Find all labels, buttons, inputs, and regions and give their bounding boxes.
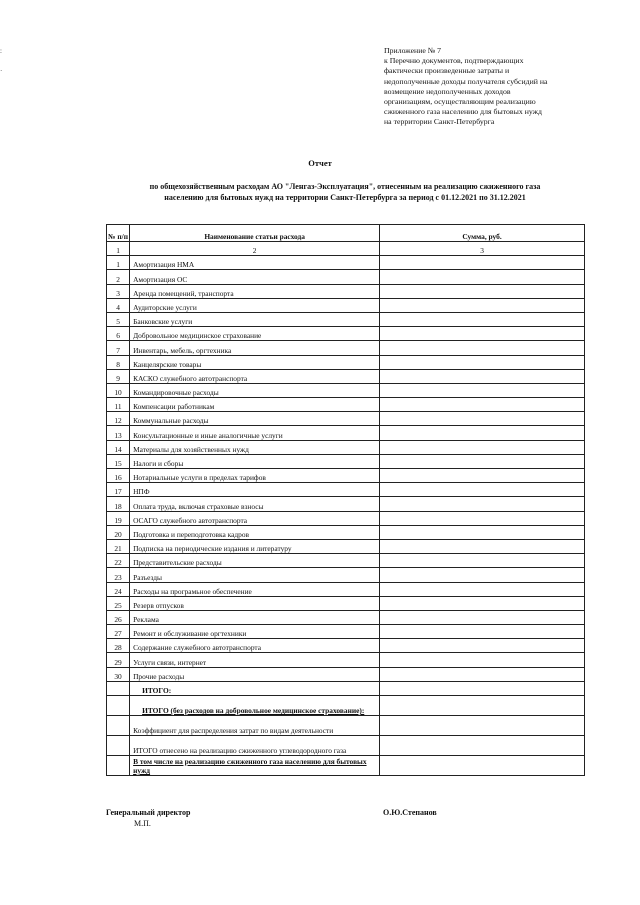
expense-item-sum: [380, 398, 585, 412]
expense-item-sum: [380, 639, 585, 653]
table-row: [107, 398, 585, 412]
total-label: ИТОГО:: [130, 681, 380, 695]
column-number: 1: [107, 242, 130, 256]
expense-item-sum: [380, 667, 585, 681]
total-sum: [380, 681, 585, 695]
column-number: 2: [130, 242, 380, 256]
row-number: 28: [107, 639, 130, 653]
table-row: [107, 539, 585, 553]
expense-item-sum: [380, 383, 585, 397]
expense-item-name: Коммунальные расходы: [130, 412, 380, 426]
expense-item-name: Резерв отпусков: [130, 596, 380, 610]
table-row: [107, 610, 585, 624]
expense-table: [106, 224, 585, 776]
expense-item-sum: [380, 270, 585, 284]
expense-item-sum: [380, 653, 585, 667]
row-number: 4: [107, 298, 130, 312]
expense-item-sum: [380, 554, 585, 568]
table-row: [107, 483, 585, 497]
expense-item-sum: [380, 497, 585, 511]
total-row: [107, 681, 585, 695]
table-row: [107, 341, 585, 355]
row-number: 27: [107, 625, 130, 639]
expense-item-sum: [380, 625, 585, 639]
expense-item-name: Услуги связи, интернет: [130, 653, 380, 667]
table-row: [107, 412, 585, 426]
expense-item-name: Налоги и сборы: [130, 454, 380, 468]
expense-item-sum: [380, 327, 585, 341]
expense-item-sum: [380, 298, 585, 312]
expense-item-name: Канцелярские товары: [130, 355, 380, 369]
expense-item-name: Содержание служебного автотранспорта: [130, 639, 380, 653]
expense-item-name: Прочие расходы: [130, 667, 380, 681]
table-row: [107, 454, 585, 468]
row-number: 11: [107, 398, 130, 412]
expense-item-name: Подготовка и переподготовка кадров: [130, 525, 380, 539]
table-row: [107, 625, 585, 639]
total-lpg-label: ИТОГО отнесено на реализацию сжиженного углеводородного газа: [130, 736, 380, 756]
total-without-dms-sum: [380, 696, 585, 716]
expense-item-name: Разъезды: [130, 568, 380, 582]
expense-item-name: Материалы для хозяйственных нужд: [130, 440, 380, 454]
expense-item-name: Нотариальные услуги в пределах тарифов: [130, 469, 380, 483]
table-row: [107, 653, 585, 667]
expense-item-name: ОСАГО служебного автотранспорта: [130, 511, 380, 525]
row-number: 7: [107, 341, 130, 355]
row-number: 16: [107, 469, 130, 483]
row-number: 1: [107, 256, 130, 270]
expense-item-sum: [380, 256, 585, 270]
expense-item-name: НПФ: [130, 483, 380, 497]
row-number: 14: [107, 440, 130, 454]
table-row: [107, 554, 585, 568]
row-number: 22: [107, 554, 130, 568]
table-row: [107, 298, 585, 312]
row-number: 3: [107, 284, 130, 298]
expense-item-name: Подписка на периодические издания и литературу: [130, 539, 380, 553]
expense-item-name: КАСКО служебного автотранспорта: [130, 369, 380, 383]
expense-item-name: Добровольное медицинское страхование: [130, 327, 380, 341]
row-number: 15: [107, 454, 130, 468]
expense-item-name: Инвентарь, мебель, оргтехника: [130, 341, 380, 355]
row-number: 18: [107, 497, 130, 511]
expense-item-sum: [380, 426, 585, 440]
expense-item-name: Оплата труда, включая страховые взносы: [130, 497, 380, 511]
column-number-row: [107, 242, 585, 256]
expense-item-sum: [380, 582, 585, 596]
row-number: 25: [107, 596, 130, 610]
coef-row: [107, 716, 585, 736]
table-row: [107, 511, 585, 525]
row-number: 13: [107, 426, 130, 440]
expense-item-sum: [380, 610, 585, 624]
expense-item-sum: [380, 596, 585, 610]
row-number: 17: [107, 483, 130, 497]
table-header-row: [107, 225, 585, 242]
table-row: [107, 639, 585, 653]
expense-item-sum: [380, 440, 585, 454]
incl-households-label: В том числе на реализацию сжиженного газа населению для бытовых нужд: [130, 756, 380, 776]
expense-item-sum: [380, 539, 585, 553]
row-number: 12: [107, 412, 130, 426]
column-number: 3: [380, 242, 585, 256]
expense-item-name: Банковские услуги: [130, 312, 380, 326]
table-row: [107, 596, 585, 610]
row-number: 21: [107, 539, 130, 553]
report-title: Отчет: [308, 158, 332, 168]
expense-item-name: Амортизация ОС: [130, 270, 380, 284]
row-number: 8: [107, 355, 130, 369]
expense-item-sum: [380, 312, 585, 326]
row-number: 6: [107, 327, 130, 341]
header-number: № п/п: [107, 225, 130, 242]
table-row: [107, 497, 585, 511]
expense-item-sum: [380, 525, 585, 539]
incl-households-sum: [380, 756, 585, 776]
expense-item-sum: [380, 511, 585, 525]
expense-item-name: Аренда помещений, транспорта: [130, 284, 380, 298]
table-row: [107, 426, 585, 440]
table-row: [107, 327, 585, 341]
coef-value: [380, 716, 585, 736]
coef-label: Коэффициент для распределения затрат по видам деятельности: [130, 716, 380, 736]
expense-item-sum: [380, 568, 585, 582]
total-without-dms-row: [107, 696, 585, 716]
expense-item-sum: [380, 355, 585, 369]
table-row: [107, 284, 585, 298]
table-row: [107, 355, 585, 369]
row-number: 29: [107, 653, 130, 667]
row-number: 5: [107, 312, 130, 326]
table-row: [107, 369, 585, 383]
table-row: [107, 525, 585, 539]
expense-item-name: Компенсации работникам: [130, 398, 380, 412]
table-row: [107, 383, 585, 397]
expense-item-sum: [380, 483, 585, 497]
expense-item-name: Представительские расходы: [130, 554, 380, 568]
expense-item-sum: [380, 341, 585, 355]
expense-item-name: Командировочные расходы: [130, 383, 380, 397]
appendix-note: Приложение № 7 к Перечню документов, подтверждающих фактически произведенные затраты и недополученные доходы получателя субсидий на возмещение недополученных доходов организациям, осуществляющим реализацию сжиженного газа населению для бытовых нужд на территории Санкт-Петербурга: [384, 46, 548, 127]
total-lpg-row: [107, 736, 585, 756]
header-name: Наименование статьи расхода: [130, 225, 380, 242]
row-number: 19: [107, 511, 130, 525]
header-sum: Сумма, руб.: [380, 225, 585, 242]
expense-item-name: Амортизация НМА: [130, 256, 380, 270]
row-number: 9: [107, 369, 130, 383]
expense-item-name: Ремонт и обслуживание оргтехники: [130, 625, 380, 639]
director-name: О.Ю.Степанов: [383, 808, 437, 817]
expense-item-name: Консультационные и иные аналогичные услуги: [130, 426, 380, 440]
table-row: [107, 270, 585, 284]
expense-item-sum: [380, 454, 585, 468]
expense-item-name: Расходы на програмьное обеспечение: [130, 582, 380, 596]
incl-households-row: [107, 756, 585, 776]
table-row: [107, 312, 585, 326]
table-row: [107, 256, 585, 270]
row-number: 10: [107, 383, 130, 397]
director-position: Генеральный директор: [106, 808, 191, 817]
table-row: [107, 582, 585, 596]
expense-item-sum: [380, 412, 585, 426]
table-row: [107, 568, 585, 582]
row-number: 2: [107, 270, 130, 284]
total-lpg-sum: [380, 736, 585, 756]
stamp-place: М.П.: [134, 819, 151, 828]
table-row: [107, 469, 585, 483]
page-edge-marks: : ·: [0, 47, 3, 75]
expense-item-name: Аудиторские услуги: [130, 298, 380, 312]
expense-item-sum: [380, 469, 585, 483]
table-row: [107, 667, 585, 681]
expense-item-sum: [380, 369, 585, 383]
row-number: 20: [107, 525, 130, 539]
row-number: 30: [107, 667, 130, 681]
row-number: 23: [107, 568, 130, 582]
total-without-dms-label: ИТОГО (без расходов на добровольное медицинское страхование):: [130, 696, 380, 716]
row-number: 24: [107, 582, 130, 596]
row-number: 26: [107, 610, 130, 624]
report-subtitle: по общехозяйственным расходам АО "Ленгаз-Эксплуатация", отнесенным на реализацию сжиженного газа населению для бытовых нужд на территории Санкт-Петербурга за период с 01.12.2021 по 31.12.2021: [149, 182, 541, 202]
expense-item-sum: [380, 284, 585, 298]
expense-item-name: Реклама: [130, 610, 380, 624]
table-row: [107, 440, 585, 454]
